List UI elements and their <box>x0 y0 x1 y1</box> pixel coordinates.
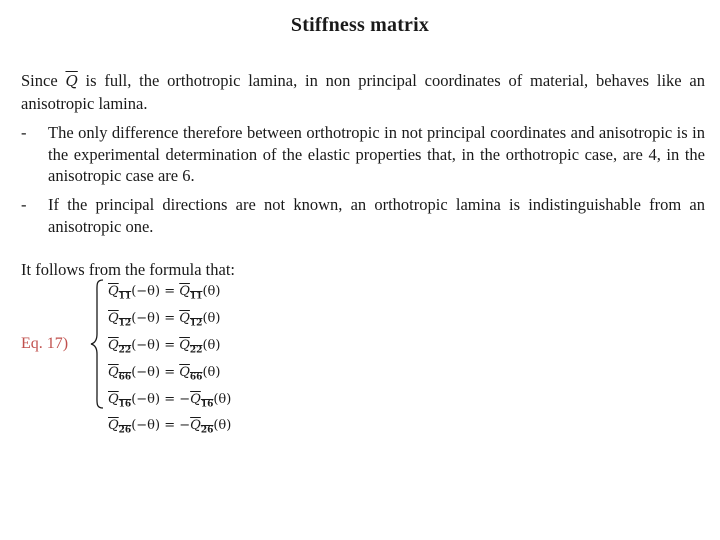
lhs-arg: (−θ) = <box>131 391 180 407</box>
lhs-q: $Q_{22}$ <box>108 337 132 356</box>
intro-pre: Since <box>21 71 66 90</box>
bullet-text: The only difference therefore between orthotropic in not principal coordinates and anisotropic is in the experimental determination of the elastic properties that, in the orthotropic case, are 4, in the anisotropic case are 6. <box>48 123 705 185</box>
rhs-q: $Q_{26}$ <box>190 418 214 437</box>
lhs-arg: (−θ) = <box>131 284 180 299</box>
rhs-q: $Q_{66}$ <box>179 364 203 383</box>
follows-text: It follows from the formula that: <box>21 260 235 279</box>
rhs-sign: − <box>179 391 191 407</box>
rhs-arg: (θ) <box>213 391 232 407</box>
bullet-text: If the principal directions are not known, an orthotropic lamina is indistinguishable from an anisotropic one. <box>48 195 705 236</box>
bullet-item <box>21 194 705 237</box>
rhs-q: $Q_{16}$ <box>190 391 214 410</box>
bullet-item <box>21 122 705 187</box>
lhs-q: $Q_{11}$ <box>108 284 132 302</box>
rhs-q: $Q_{12}$ <box>179 310 203 329</box>
lhs-arg: (−θ) = <box>131 310 180 326</box>
rhs-arg: (θ) <box>202 284 221 299</box>
rhs-q: $Q_{22}$ <box>179 337 203 356</box>
equation-line <box>108 415 231 442</box>
lhs-q: $Q_{16}$ <box>108 391 132 410</box>
rhs-sign: − <box>179 418 191 434</box>
rhs-arg: (θ) <box>202 364 221 380</box>
lhs-q: $Q_{26}$ <box>108 418 132 437</box>
q-bar-symbol: $\overline{Q}$ <box>65 72 78 90</box>
intro-post: is full, the orthotropic lamina, in non principal coordinates of material, behaves like an anisotropic lamina. <box>21 71 705 113</box>
rhs-arg: (θ) <box>202 337 221 353</box>
bullet-dash: - <box>21 195 27 214</box>
lhs-arg: (−θ) = <box>131 418 180 434</box>
equation-label: Eq. 17) <box>21 335 69 352</box>
lhs-arg: (−θ) = <box>131 337 180 353</box>
equation-system <box>108 281 231 442</box>
lhs-q: $Q_{12}$ <box>108 310 132 329</box>
intro-paragraph <box>21 70 705 114</box>
bullet-dash: - <box>21 123 27 142</box>
rhs-q: $Q_{11}$ <box>179 284 203 302</box>
equation-line <box>108 308 231 335</box>
rhs-arg: (θ) <box>202 310 221 326</box>
equation-line <box>108 389 231 416</box>
lhs-q: $Q_{66}$ <box>108 364 132 383</box>
equation-line <box>108 335 231 362</box>
rhs-arg: (θ) <box>213 418 232 434</box>
left-brace-icon <box>90 279 104 409</box>
equation-line <box>108 281 231 308</box>
equation-line <box>108 362 231 389</box>
lhs-arg: (−θ) = <box>131 364 180 380</box>
page-title: Stiffness matrix <box>290 14 430 36</box>
